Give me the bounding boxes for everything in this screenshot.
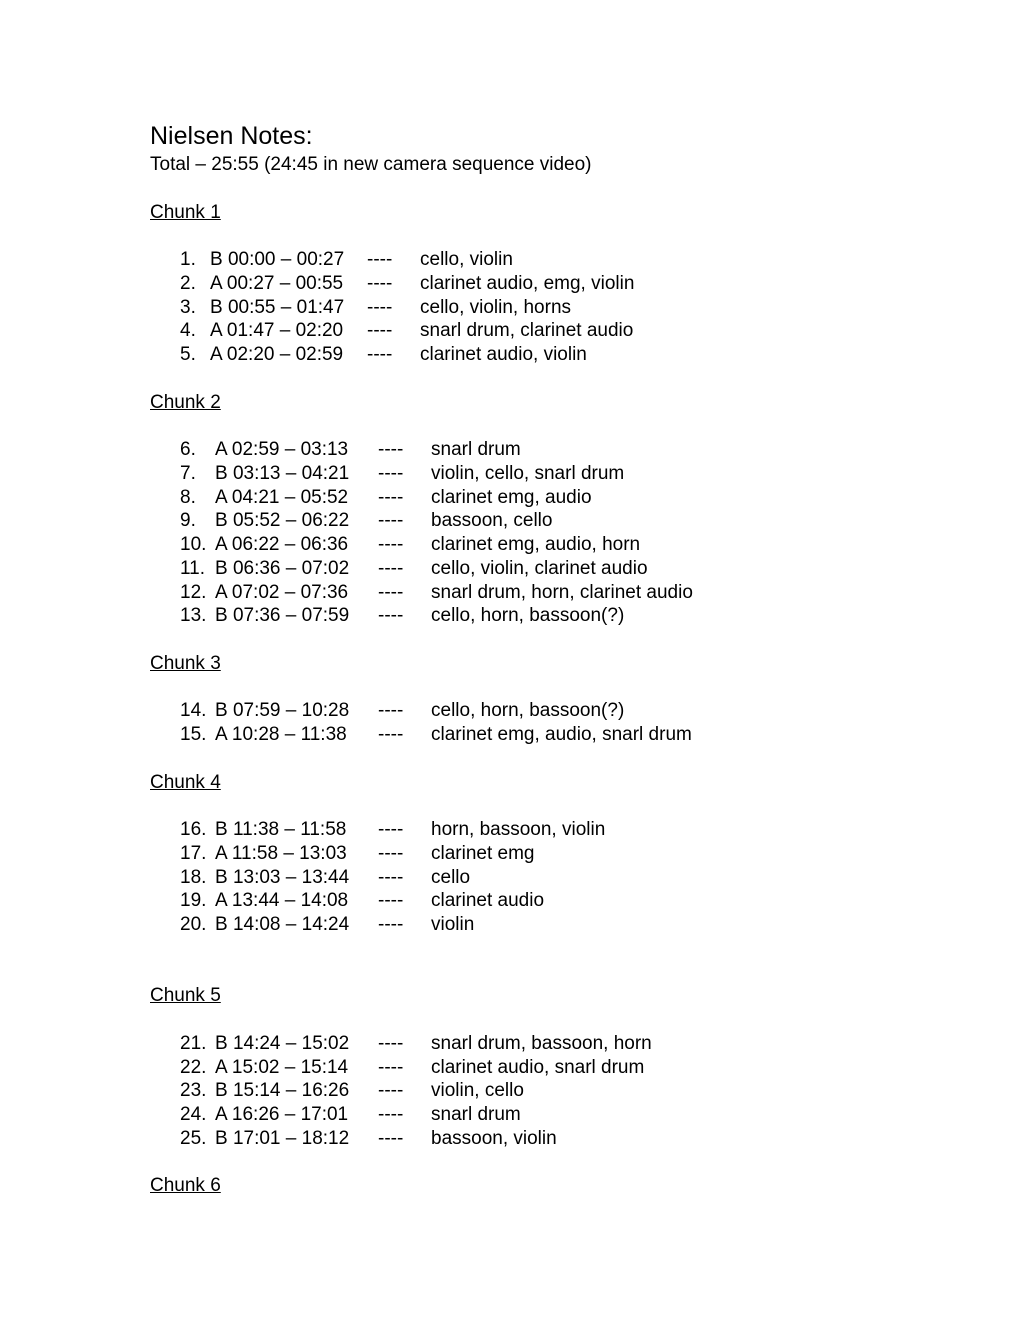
item-number: 1.: [180, 249, 196, 270]
item-instruments: bassoon, violin: [431, 1128, 557, 1149]
item-number: 8.: [180, 487, 196, 508]
item-instruments: clarinet audio, snarl drum: [431, 1057, 645, 1078]
item-number: 2.: [180, 273, 196, 294]
list-item: [0, 1056, 1020, 1080]
item-separator: ----: [378, 582, 404, 603]
item-number: 6.: [180, 439, 196, 460]
item-separator: ----: [378, 605, 404, 626]
item-separator: ----: [367, 273, 393, 294]
chunk-heading: Chunk 4: [150, 772, 221, 793]
item-instruments: bassoon, cello: [431, 510, 553, 531]
list-item: [0, 557, 1020, 581]
item-instruments: snarl drum: [431, 1104, 521, 1125]
item-instruments: snarl drum, clarinet audio: [420, 320, 634, 341]
item-segment: A 07:02 – 07:36: [215, 582, 349, 603]
item-segment: A 01:47 – 02:20: [210, 320, 344, 341]
item-segment: B 06:36 – 07:02: [215, 558, 350, 579]
item-number: 25.: [180, 1128, 207, 1149]
item-instruments: violin: [431, 914, 475, 935]
list-item: [0, 343, 1020, 367]
item-number: 24.: [180, 1104, 207, 1125]
item-segment: A 13:44 – 14:08: [215, 890, 349, 911]
item-number: 7.: [180, 463, 196, 484]
item-instruments: cello, horn, bassoon(?): [431, 605, 625, 626]
item-segment: B 00:00 – 00:27: [210, 249, 345, 270]
item-separator: ----: [378, 510, 404, 531]
item-instruments: cello, horn, bassoon(?): [431, 700, 625, 721]
item-number: 14.: [180, 700, 207, 721]
item-instruments: clarinet emg, audio, snarl drum: [431, 724, 692, 745]
item-instruments: snarl drum: [431, 439, 521, 460]
item-number: 11.: [180, 558, 206, 579]
item-separator: ----: [378, 890, 404, 911]
item-number: 10.: [180, 534, 207, 555]
list-item: [0, 818, 1020, 842]
item-instruments: cello, violin, clarinet audio: [431, 558, 648, 579]
item-segment: B 07:36 – 07:59: [215, 605, 350, 626]
item-instruments: clarinet audio, emg, violin: [420, 273, 635, 294]
list-item: [0, 1127, 1020, 1151]
item-segment: B 15:14 – 16:26: [215, 1080, 350, 1101]
item-number: 22.: [180, 1057, 207, 1078]
item-instruments: clarinet emg, audio, horn: [431, 534, 641, 555]
item-separator: ----: [378, 700, 404, 721]
item-number: 12.: [180, 582, 207, 603]
item-instruments: clarinet emg: [431, 843, 535, 864]
item-separator: ----: [367, 344, 393, 365]
item-separator: ----: [378, 1033, 404, 1054]
list-item: [0, 1103, 1020, 1127]
item-segment: B 14:08 – 14:24: [215, 914, 350, 935]
page-title: Nielsen Notes:: [150, 122, 313, 150]
item-segment: A 06:22 – 06:36: [215, 534, 349, 555]
list-item: [0, 319, 1020, 343]
item-separator: ----: [378, 1080, 404, 1101]
list-item: [0, 248, 1020, 272]
item-segment: A 16:26 – 17:01: [215, 1104, 349, 1125]
item-separator: ----: [367, 320, 393, 341]
list-item: [0, 438, 1020, 462]
item-segment: A 04:21 – 05:52: [215, 487, 349, 508]
item-separator: ----: [378, 1057, 404, 1078]
list-item: [0, 533, 1020, 557]
item-instruments: cello, violin: [420, 249, 513, 270]
item-number: 9.: [180, 510, 196, 531]
list-item: [0, 486, 1020, 510]
item-separator: ----: [378, 439, 404, 460]
item-separator: ----: [378, 914, 404, 935]
item-segment: B 17:01 – 18:12: [215, 1128, 350, 1149]
item-segment: B 14:24 – 15:02: [215, 1033, 350, 1054]
item-number: 15.: [180, 724, 207, 745]
list-item: [0, 296, 1020, 320]
item-segment: B 07:59 – 10:28: [215, 700, 350, 721]
item-instruments: clarinet audio, violin: [420, 344, 587, 365]
item-separator: ----: [367, 297, 393, 318]
chunk-heading: Chunk 5: [150, 985, 221, 1006]
item-instruments: snarl drum, horn, clarinet audio: [431, 582, 693, 603]
list-item: [0, 1079, 1020, 1103]
item-segment: B 13:03 – 13:44: [215, 867, 350, 888]
list-item: [0, 272, 1020, 296]
list-item: [0, 509, 1020, 533]
item-separator: ----: [378, 463, 404, 484]
item-number: 17.: [180, 843, 207, 864]
item-separator: ----: [378, 843, 404, 864]
item-instruments: cello: [431, 867, 471, 888]
list-item: [0, 581, 1020, 605]
item-instruments: clarinet emg, audio: [431, 487, 592, 508]
item-instruments: cello, violin, horns: [420, 297, 572, 318]
item-segment: B 03:13 – 04:21: [215, 463, 350, 484]
item-number: 18.: [180, 867, 207, 888]
total-duration: Total – 25:55 (24:45 in new camera sequence video): [150, 154, 592, 175]
list-item: [0, 1032, 1020, 1056]
chunk-heading: Chunk 1: [150, 202, 221, 223]
item-instruments: horn, bassoon, violin: [431, 819, 606, 840]
list-item: [0, 889, 1020, 913]
item-separator: ----: [378, 819, 404, 840]
item-number: 13.: [180, 605, 207, 626]
chunk-heading: Chunk 6: [150, 1175, 221, 1196]
item-segment: B 00:55 – 01:47: [210, 297, 345, 318]
item-segment: A 00:27 – 00:55: [210, 273, 344, 294]
chunk-heading: Chunk 2: [150, 392, 221, 413]
item-segment: B 05:52 – 06:22: [215, 510, 350, 531]
item-segment: A 11:58 – 13:03: [215, 843, 347, 864]
item-number: 20.: [180, 914, 207, 935]
list-item: [0, 699, 1020, 723]
item-number: 4.: [180, 320, 196, 341]
list-item: [0, 842, 1020, 866]
item-number: 23.: [180, 1080, 207, 1101]
item-number: 21.: [180, 1033, 207, 1054]
item-number: 5.: [180, 344, 196, 365]
item-instruments: violin, cello, snarl drum: [431, 463, 625, 484]
item-number: 16.: [180, 819, 207, 840]
list-item: [0, 604, 1020, 628]
item-separator: ----: [378, 487, 404, 508]
item-number: 19.: [180, 890, 207, 911]
list-item: [0, 913, 1020, 937]
item-segment: A 02:20 – 02:59: [210, 344, 344, 365]
item-separator: ----: [378, 1128, 404, 1149]
item-segment: A 15:02 – 15:14: [215, 1057, 349, 1078]
item-segment: A 02:59 – 03:13: [215, 439, 349, 460]
item-separator: ----: [378, 558, 404, 579]
item-segment: A 10:28 – 11:38: [215, 724, 347, 745]
item-instruments: clarinet audio: [431, 890, 545, 911]
chunk-heading: Chunk 3: [150, 653, 221, 674]
item-instruments: violin, cello: [431, 1080, 524, 1101]
item-separator: ----: [378, 534, 404, 555]
item-separator: ----: [378, 1104, 404, 1125]
item-instruments: snarl drum, bassoon, horn: [431, 1033, 652, 1054]
list-item: [0, 723, 1020, 747]
item-separator: ----: [378, 724, 404, 745]
item-segment: B 11:38 – 11:58: [215, 819, 347, 840]
list-item: [0, 462, 1020, 486]
item-separator: ----: [367, 249, 393, 270]
item-number: 3.: [180, 297, 196, 318]
list-item: [0, 866, 1020, 890]
item-separator: ----: [378, 867, 404, 888]
